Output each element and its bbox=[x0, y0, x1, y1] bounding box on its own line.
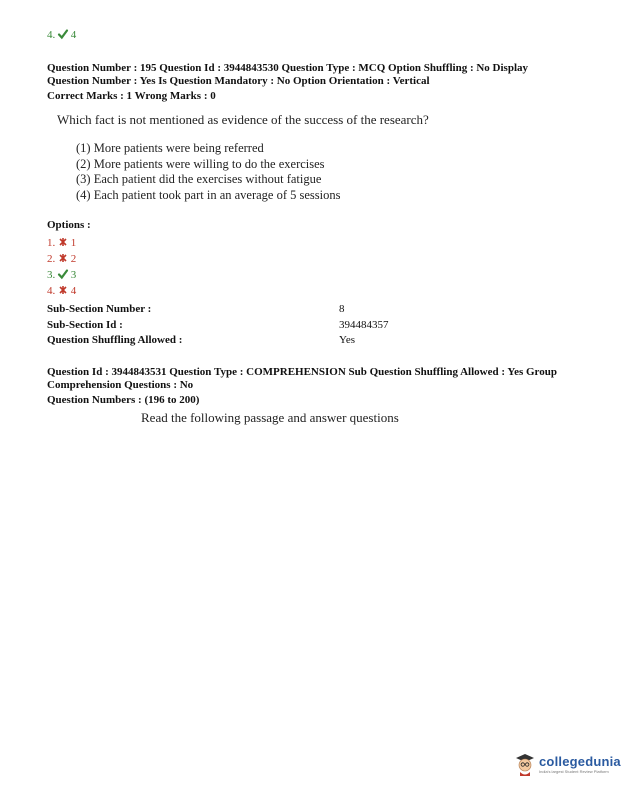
option-value: 4 bbox=[70, 285, 77, 297]
question-meta-line3: Correct Marks : 1 Wrong Marks : 0 bbox=[47, 90, 216, 102]
options-heading: Options : bbox=[47, 219, 91, 231]
options-block bbox=[47, 219, 91, 299]
statement-item: (2) More patients were willing to do the exercises bbox=[76, 156, 325, 171]
passage-instruction: Read the following passage and answer questions bbox=[141, 410, 399, 425]
option-number: 2. bbox=[47, 253, 56, 265]
option-number: 3. bbox=[47, 269, 56, 281]
cross-icon bbox=[58, 285, 68, 295]
option-value: 1 bbox=[70, 237, 77, 249]
check-icon bbox=[58, 29, 68, 39]
option-item bbox=[47, 235, 91, 251]
logo bbox=[514, 752, 621, 776]
question-meta-line1: Question Number : 195 Question Id : 3944843530 Question Type : MCQ Option Shuffling : No Display bbox=[47, 62, 529, 74]
option-value: 2 bbox=[70, 253, 77, 265]
statement-item: (3) Each patient did the exercises without fatigue bbox=[76, 172, 322, 186]
subsection-number-value: 8 bbox=[339, 303, 345, 315]
statements-list bbox=[76, 141, 341, 203]
shuffle-allowed-label: Question Shuffling Allowed : bbox=[47, 334, 183, 346]
question-text: Which fact is not mentioned as evidence of the success of the research? bbox=[57, 112, 429, 127]
shuffle-allowed-value: Yes bbox=[339, 334, 356, 346]
option-item bbox=[47, 283, 91, 299]
check-icon bbox=[58, 269, 68, 279]
statement-item: (1) More patients were being referred bbox=[76, 141, 264, 155]
cross-icon bbox=[58, 253, 68, 263]
option-number: 1. bbox=[47, 237, 56, 249]
question-meta bbox=[47, 62, 587, 103]
top-answer-value: 4 bbox=[70, 29, 77, 41]
top-answer-number: 4. bbox=[47, 29, 56, 41]
option-item bbox=[47, 251, 91, 267]
logo-tagline: India's largest Student Review Platform bbox=[539, 769, 609, 774]
subsection-id-value: 394484357 bbox=[339, 318, 389, 331]
cross-icon bbox=[58, 237, 68, 247]
option-number: 4. bbox=[47, 285, 56, 297]
comprehension-line2: Comprehension Questions : No bbox=[47, 379, 194, 391]
question-meta-line2: Question Number : Yes Is Question Mandatory : No Option Orientation : Vertical bbox=[47, 75, 430, 87]
comprehension-line1: Question Id : 3944843531 Question Type : COMPREHENSION Sub Question Shuffling Allowed : Yes Group bbox=[47, 366, 557, 378]
subsection-row bbox=[47, 334, 447, 350]
statement-item: (4) Each patient took part in an average of 5 sessions bbox=[76, 187, 341, 202]
subsection-number-label: Sub-Section Number : bbox=[47, 303, 152, 315]
subsection-id-label: Sub-Section Id : bbox=[47, 318, 123, 331]
subsection-table bbox=[47, 303, 447, 350]
top-answer bbox=[47, 29, 76, 41]
logo-name: collegedunia bbox=[539, 754, 621, 769]
comprehension-line3: Question Numbers : (196 to 200) bbox=[47, 394, 200, 406]
subsection-row bbox=[47, 319, 447, 335]
mascot-icon bbox=[514, 752, 536, 776]
option-item bbox=[47, 267, 91, 283]
option-value: 3 bbox=[70, 269, 77, 281]
comprehension-meta bbox=[47, 366, 587, 407]
subsection-row bbox=[47, 303, 447, 319]
